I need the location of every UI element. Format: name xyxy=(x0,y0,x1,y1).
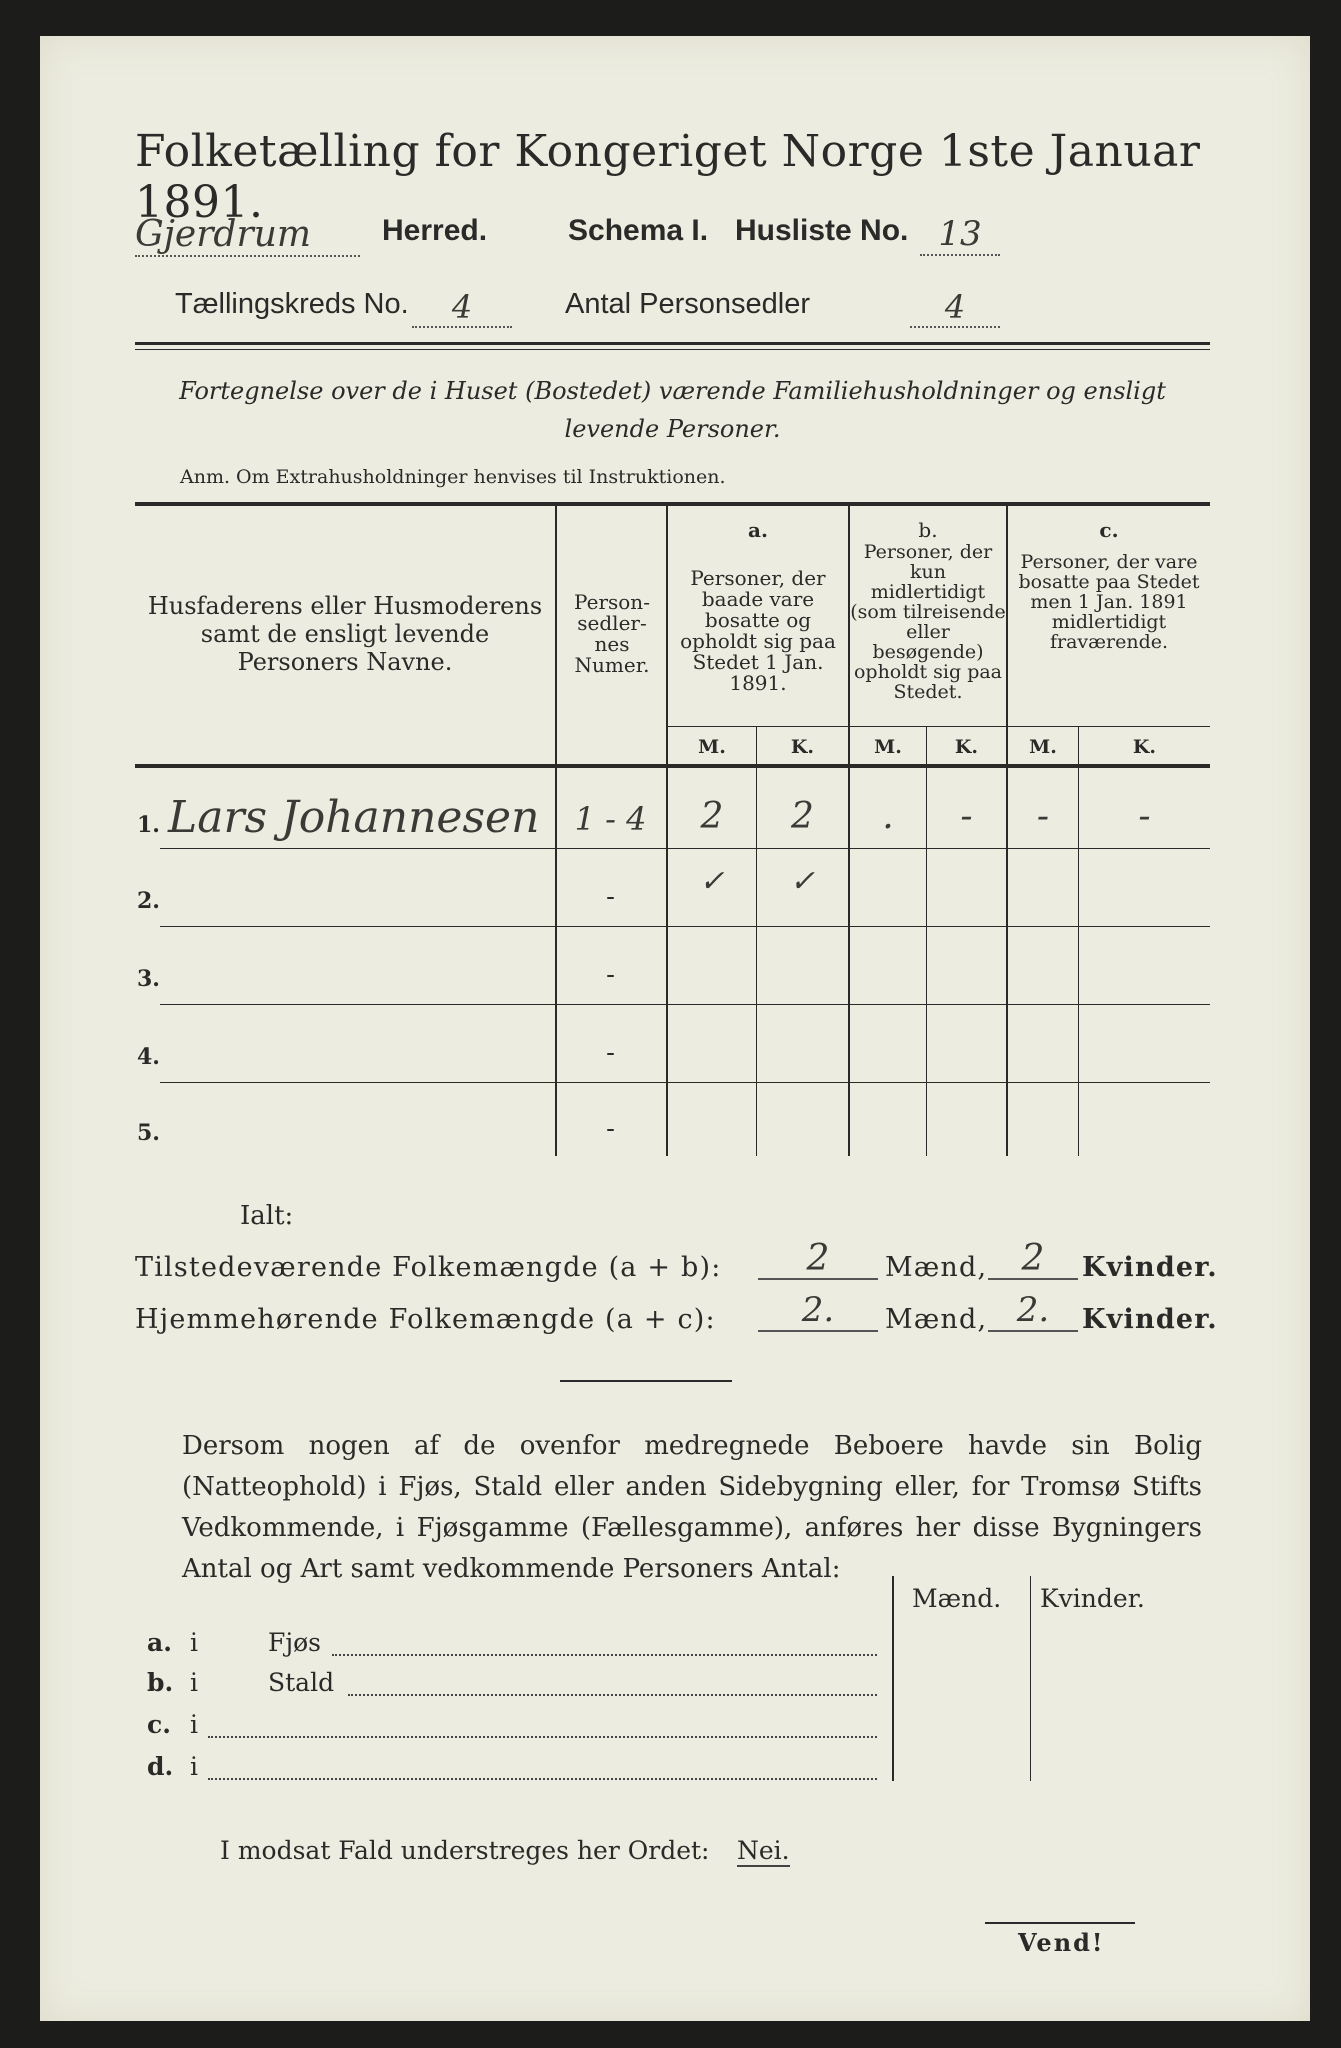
col-a-header: Personer, der baade vare bosatte og opholdt sig paa Stedet 1 Jan. 1891. xyxy=(680,566,836,695)
modsat-text: I modsat Fald understreges her Ordet: xyxy=(220,1836,710,1865)
row-4-number: 4. xyxy=(137,1044,160,1070)
husliste-value: 13 xyxy=(920,214,1000,256)
bolig-a-letter: a. xyxy=(147,1628,172,1657)
husliste-field xyxy=(920,214,1000,256)
antal-label: Antal Personsedler xyxy=(565,288,811,320)
row-1-num: 1 - 4 xyxy=(574,800,647,838)
bolig-maend-header: Mænd. xyxy=(912,1584,1002,1613)
hjemme-kvinder: Kvinder. xyxy=(1082,1304,1218,1335)
herred-line xyxy=(135,214,360,257)
row-1-name: Lars Johannesen xyxy=(168,792,540,843)
header-divider-thin xyxy=(135,349,1210,350)
bolig-paragraph: Dersom nogen af de ovenfor medregnede Beboere havde sin Bolig (Natteophold) i Fjøs, Stald eller anden Sidebygning eller, for Tromsø Stifts Vedkommende, i Fjøsgamme (Fællesgamme), anføres her disse Bygningers Antal og Art samt vedkommende Personers Antal: xyxy=(182,1431,1202,1584)
row-1-b-m: . xyxy=(882,796,894,837)
kreds-value: 4 xyxy=(412,288,512,328)
bolig-c-leader xyxy=(208,1736,877,1738)
col-a-letter: a. xyxy=(748,518,768,542)
bolig-c-i: i xyxy=(190,1710,198,1739)
col-num-header: Person-sedler-nes Numer. xyxy=(574,590,650,677)
hjemme-m: 2. xyxy=(758,1290,878,1332)
mk-row-rule xyxy=(666,726,1210,727)
col-b-header: Personer, der kun midlertidigt (som tilreisende eller besøgende) opholdt sig paa Stedet. xyxy=(850,541,1006,703)
row-3-rule xyxy=(160,1004,1210,1005)
bolig-d-letter: d. xyxy=(147,1752,174,1781)
row-1-b-k: - xyxy=(960,796,973,837)
bolig-rule-1 xyxy=(892,1576,894,1781)
bolig-a-leader xyxy=(332,1654,877,1656)
row-2-a-m: ✓ xyxy=(699,864,725,899)
col-c-k: K. xyxy=(1132,736,1157,758)
ialt-label: Ialt: xyxy=(240,1201,294,1231)
herred-value: Gjerdrum xyxy=(135,214,360,257)
bolig-rule-2 xyxy=(1030,1576,1031,1781)
col-b-k: K. xyxy=(954,736,979,758)
col-c-letter: c. xyxy=(1099,518,1119,542)
antal-value: 4 xyxy=(910,288,1000,328)
col-name-header: Husfaderens eller Husmoderens samt de ensligt levende Personers Navne. xyxy=(147,592,543,676)
col-rule-b-mk xyxy=(926,726,927,1156)
tilstede-maend: Mænd, xyxy=(885,1252,988,1283)
col-a-k: K. xyxy=(790,736,815,758)
tilstede-label: Tilstedeværende Folkemængde (a + b): xyxy=(135,1252,722,1283)
intro-text: Fortegnelse over de i Huset (Bostedet) værende Familiehusholdninger og ensligt levende Personer. xyxy=(179,377,1166,443)
tilstede-m: 2 xyxy=(758,1238,878,1280)
row-1-c-m: - xyxy=(1036,796,1050,837)
bolig-a-i: i xyxy=(190,1628,198,1657)
col-c-header: Personer, der vare bosatte paa Stedet men 1 Jan. 1891 midlertidigt fraværende. xyxy=(1018,551,1200,653)
table-top-rule xyxy=(135,502,1210,506)
bolig-kvinder-header: Kvinder. xyxy=(1040,1584,1145,1613)
row-2-a-k: ✓ xyxy=(789,864,816,899)
row-3-number: 3. xyxy=(137,966,160,992)
row-2-rule xyxy=(160,926,1210,927)
row-3-num: - xyxy=(606,960,615,990)
col-b-letter: b. xyxy=(918,518,938,542)
row-5-number: 5. xyxy=(137,1120,160,1146)
col-rule-c-mk xyxy=(1078,726,1079,1156)
col-b-m: M. xyxy=(874,736,902,758)
section-divider xyxy=(560,1380,732,1382)
anm-note: Anm. Om Extrahusholdninger henvises til Instruktionen. xyxy=(180,466,726,488)
row-2-num: - xyxy=(606,882,615,912)
bolig-d-leader xyxy=(208,1778,877,1780)
hjemme-k: 2. xyxy=(988,1290,1078,1332)
herred-label: Herred. xyxy=(382,214,488,247)
hjemme-label: Hjemmehørende Folkemængde (a + c): xyxy=(135,1304,716,1335)
schema-label: Schema I. xyxy=(568,214,709,247)
bolig-d-i: i xyxy=(190,1752,198,1781)
census-form-page xyxy=(40,36,1310,2021)
row-1-number: 1. xyxy=(137,812,160,838)
row-2-number: 2. xyxy=(137,888,160,914)
vend-text: Vend! xyxy=(1018,1928,1105,1957)
row-1-c-k: - xyxy=(1138,796,1151,837)
bolig-b-label: Stald xyxy=(268,1668,335,1697)
form-title: Folketælling for Kongeriget Norge 1ste Januar 1891. xyxy=(135,126,1201,228)
col-c-m: M. xyxy=(1029,736,1057,758)
row-4-rule xyxy=(160,1082,1210,1083)
header-divider xyxy=(135,342,1210,345)
row-4-num: - xyxy=(606,1038,615,1068)
nei-word: Nei. xyxy=(737,1836,790,1865)
col-rule-a-mk xyxy=(756,726,757,1156)
col-a-m: M. xyxy=(698,736,726,758)
vend-rule xyxy=(985,1922,1135,1924)
bolig-a-label: Fjøs xyxy=(268,1628,321,1657)
row-1-rule xyxy=(160,848,1210,849)
kreds-field xyxy=(412,288,512,328)
table-header-rule xyxy=(135,764,1210,768)
bolig-c-letter: c. xyxy=(147,1710,171,1739)
husliste-label: Husliste No. xyxy=(735,214,909,247)
tilstede-kvinder: Kvinder. xyxy=(1082,1252,1218,1283)
row-1-a-m: 2 xyxy=(700,796,724,837)
bolig-b-i: i xyxy=(190,1668,198,1697)
bolig-b-leader xyxy=(348,1694,877,1696)
row-5-num: - xyxy=(606,1114,615,1144)
tilstede-k: 2 xyxy=(988,1238,1078,1280)
antal-field xyxy=(910,288,1000,328)
hjemme-maend: Mænd, xyxy=(885,1304,988,1335)
row-1-a-k: 2 xyxy=(791,796,814,837)
kreds-label: Tællingskreds No. xyxy=(175,288,409,320)
bolig-b-letter: b. xyxy=(147,1668,174,1697)
